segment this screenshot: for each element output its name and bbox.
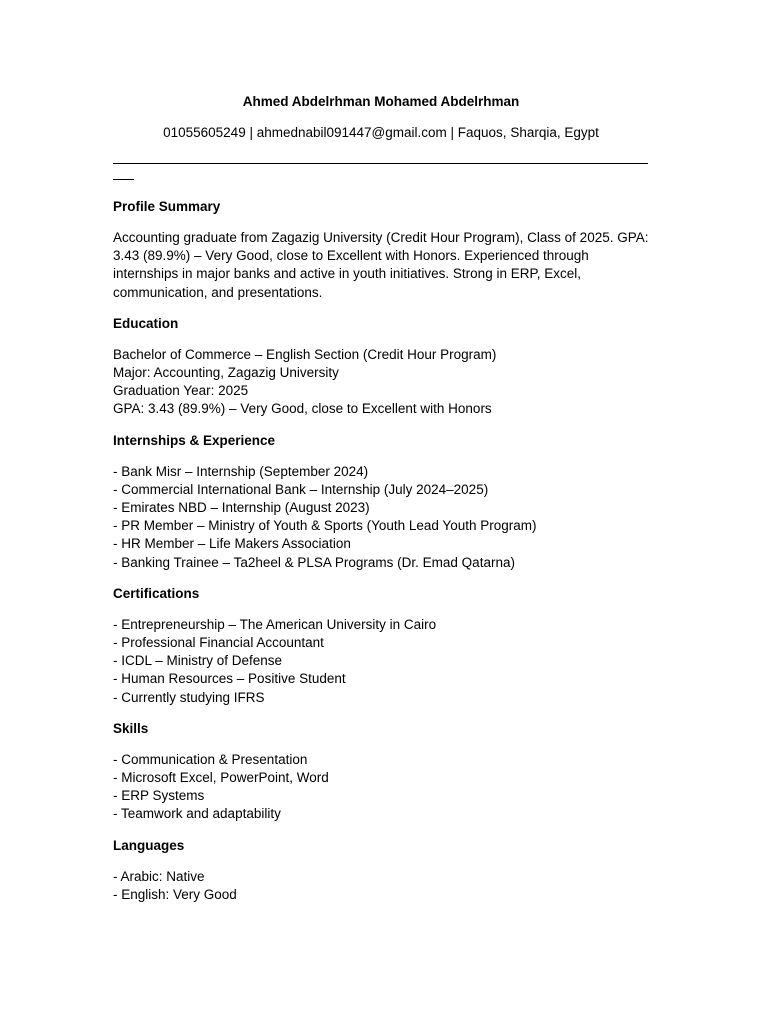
education-list — [113, 346, 649, 419]
candidate-name: Ahmed Abdelrhman Mohamed Abdelrhman — [242, 94, 520, 109]
profile-summary-text: Accounting graduate from Zagazig University (Credit Hour Program), Class of 2025. GPA: 3.43 (89.9%) – Very Good, close to Excellent with Honors. Experienced through internships in major banks and active in youth initiatives. Strong in ERP, Excel, communication, and presentations. — [113, 230, 649, 300]
section-title-experience: Internships & Experience — [113, 432, 276, 448]
section-title-skills: Skills — [113, 720, 149, 736]
section-title-profile: Profile Summary — [113, 199, 221, 214]
certifications-list — [113, 616, 649, 707]
skill-item: - Microsoft Excel, PowerPoint, Word — [113, 770, 329, 786]
language-item: - Arabic: Native — [113, 868, 205, 884]
contact-info: 01055605249 | ahmednabil091447@gmail.com | Faquos, Sharqia, Egypt — [163, 125, 599, 140]
experience-list — [113, 463, 649, 572]
certification-item: - Professional Financial Accountant — [113, 635, 324, 651]
experience-item: - Emirates NBD – Internship (August 2023) — [113, 500, 370, 516]
certification-item: - ICDL – Ministry of Defense — [113, 653, 283, 669]
skill-item: - Communication & Presentation — [113, 751, 308, 767]
experience-item: - Commercial International Bank – Internship (July 2024–2025) — [113, 481, 489, 497]
experience-item: - Banking Trainee – Ta2heel & PLSA Programs (Dr. Emad Qatarna) — [113, 554, 515, 570]
divider-line-tail — [113, 179, 134, 180]
education-line: Bachelor of Commerce – English Section (Credit Hour Program) — [113, 346, 497, 362]
section-title-education: Education — [113, 315, 179, 331]
skill-item: - ERP Systems — [113, 788, 205, 804]
education-line: GPA: 3.43 (89.9%) – Very Good, close to Excellent with Honors — [113, 401, 492, 417]
certification-item: - Entrepreneurship – The American University in Cairo — [113, 616, 437, 632]
experience-item: - PR Member – Ministry of Youth & Sports (Youth Lead Youth Program) — [113, 518, 537, 534]
divider-line — [113, 161, 648, 164]
languages-list — [113, 868, 649, 904]
skills-list — [113, 751, 649, 824]
certification-item: - Human Resources – Positive Student — [113, 671, 346, 687]
certification-item: - Currently studying IFRS — [113, 689, 265, 705]
skill-item: - Teamwork and adaptability — [113, 806, 281, 822]
experience-item: - Bank Misr – Internship (September 2024) — [113, 463, 369, 479]
language-item: - English: Very Good — [113, 886, 237, 902]
education-line: Major: Accounting, Zagazig University — [113, 365, 339, 381]
section-title-certifications: Certifications — [113, 585, 200, 601]
experience-item: - HR Member – Life Makers Association — [113, 536, 351, 552]
section-title-languages: Languages — [113, 837, 185, 853]
education-line: Graduation Year: 2025 — [113, 383, 249, 399]
